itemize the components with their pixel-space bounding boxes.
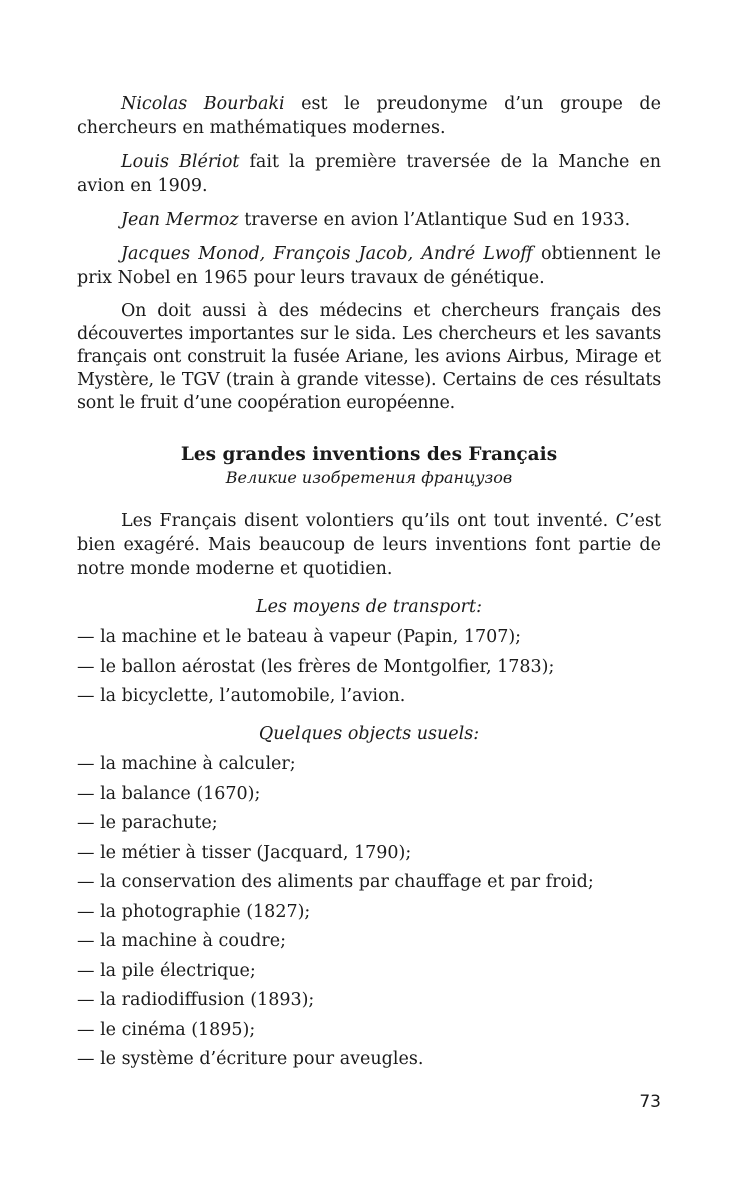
page-number: 73 — [639, 1092, 661, 1112]
transport-heading: Les moyens de transport: — [256, 597, 482, 617]
person-name: Louis Blériot — [121, 152, 240, 172]
list-item: — la photographie (1827); — [77, 901, 311, 922]
list-item: — la machine à coudre; — [77, 931, 286, 951]
list-item: — la radiodiffusion (1893); — [77, 990, 315, 1010]
transport-list — [77, 625, 661, 708]
section-heading — [77, 443, 661, 489]
section-intro: Les Français disent volontiers qu’ils ont tout inventé. C’est bien exagéré. Mais beaucoup de leurs inventions font partie de notre monde moderne et quotidien. — [77, 511, 661, 579]
section-title-ru: Великие изобретения французов — [225, 468, 513, 487]
paragraph-mermoz — [77, 208, 661, 232]
list-item: — le parachute; — [77, 813, 218, 833]
list-item: — la bicyclette, l’automobile, l’avion. — [77, 686, 406, 706]
paragraph-text: traverse en avion l’Atlantique Sud en 1933. — [238, 210, 631, 230]
list-item: — le ballon aérostat (les frères de Montgolfier, 1783); — [77, 656, 555, 677]
list-item: — la conservation des aliments par chauffage et par froid; — [77, 872, 594, 892]
section-title-fr: Les grandes inventions des Français — [180, 444, 558, 465]
list-item: — le métier à tisser (Jacquard, 1790); — [77, 842, 412, 863]
list-item: — le cinéma (1895); — [77, 1019, 256, 1040]
person-name: Jacques Monod, François Jacob, André Lwoff — [121, 244, 533, 264]
list-item: — la machine et le bateau à vapeur (Papin, 1707); — [77, 627, 522, 647]
page-content — [77, 92, 661, 1077]
list-item: — la balance (1670); — [77, 783, 261, 804]
paragraph-text: obtiennent le prix Nobel en 1965 pour leurs travaux de génétique. — [77, 244, 661, 288]
paragraph-text: fait la première traversée de la Manche en avion en 1909. — [77, 152, 661, 196]
person-name: Nicolas Bourbaki — [121, 94, 285, 114]
person-name: Jean Mermoz — [121, 210, 239, 230]
paragraph-text: est le preudonyme d’un groupe de chercheurs en mathématiques modernes. — [77, 94, 661, 138]
paragraph-sida: On doit aussi à des médecins et chercheurs français des découvertes importantes sur le sida. Les chercheurs et les savants français ont construit la fusée Ariane, les avions Airbus, Mirage et Mystère, le TGV (train à grande vitesse). Certains de ces résultats sont le fruit d’une coopération européenne. — [77, 301, 661, 413]
list-item: — la machine à calculer; — [77, 754, 296, 774]
list-item: — la pile électrique; — [77, 960, 256, 981]
objects-list — [77, 752, 661, 1071]
paragraph-bourbaki — [77, 92, 661, 140]
objects-heading: Quelques objects usuels: — [258, 724, 480, 744]
list-item: — le système d’écriture pour aveugles. — [77, 1049, 424, 1069]
paragraph-nobel — [77, 242, 661, 290]
paragraph-bleriot — [77, 150, 661, 198]
